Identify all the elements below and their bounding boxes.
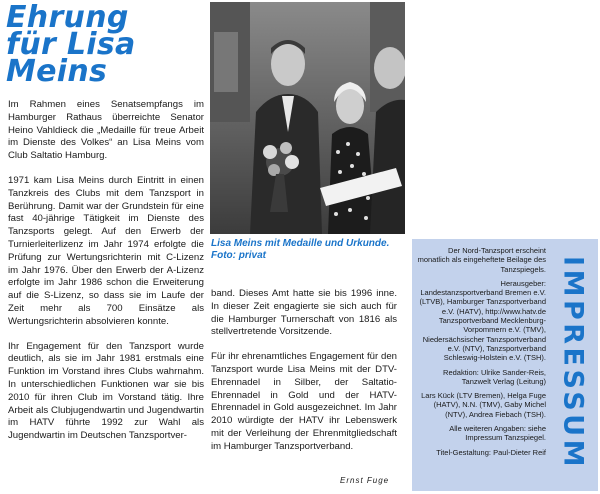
impressum-block: Titel-Gestaltung: Paul-Dieter Reif xyxy=(436,447,546,457)
paragraph-office: band. Dieses Amt hatte sie bis 1996 inne. In dieser Zeit engagierte sie sich auch für die Hamburger Turnerschaft von 1816 als stellvertretende Vorsitzende. xyxy=(211,288,397,338)
paragraph-history: 1971 kam Lisa Meins durch Eintritt in einen Tanzkreis des Clubs mit dem Tanzsport in Berührung. Damit war der Grundstein für eine fast 40-jährige Tätigkeit im Dienste des Tanzsports gelegt. Auf den Erwerb der Turnierleiterlizenz im Jahr 1974 erfolgte die Prüfung zur Wertungsrichterin mit C-Lizenz im Jahr 1976. Über den Erwerb der A-Lizenz erfolgte im Jahr 1986 schon die Erweiterung auf die S-Lizenz, so dass sie im Laufe der Zeit mehr als 700 Einsätze als Wertungsrichterin absolvieren konnte. xyxy=(8,174,204,327)
impressum-heading xyxy=(549,252,597,474)
impressum-block: Der Nord-Tanzsport erscheint monatlich als eingeheftete Beilage des Tanzspiegels. xyxy=(417,246,546,274)
paragraph-honors: Für ihr ehrenamtliches Engagement für den Tanzsport wurde Lisa Meins mit der DTV-Ehrennadel in Silber, der Saltatio-Ehrennadel in Gold und der HATV-Ehrennadel in Gold ausgezeichnet. Im Jahr 2010 würdigte der HATV ihr Lebenswerk mit der Verleihung der Ehrenmitgliedschaft im Hamburger Tanzsportverband. xyxy=(211,351,397,452)
impressum-block: Alle weiteren Angaben: siehe Impressum Tanzspiegel. xyxy=(449,424,546,443)
award-photo xyxy=(210,2,405,234)
paragraph-intro: Im Rahmen eines Senatsempfangs im Hamburger Rathaus überreichte Senator Heino Vahldieck die „Medaille für treue Arbeit im Dienste des Volkes“ an Lisa Meins vom Club Saltatio Hamburg. xyxy=(8,99,204,162)
title-line-2: für Lisa xyxy=(6,27,136,62)
impressum-text xyxy=(416,246,546,462)
impressum-block: Lars Kück (LTV Bremen), Helga Fuge (HATV), N.N. (TMV), Gaby Michel (NTV), Andrea Fiebach (TSH). xyxy=(421,391,546,419)
impressum-block: Herausgeber: Landestanzsportverband Bremen e.V. (LTVB), Hamburger Tanzsportverband e.V. (HATV), http://www.hatv.de Tanzsportverband Mecklenburg-Vorpommern e.V. (TMV), Niedersächsischer Tanzsportverband e.V. (NTV), Tanzsportverband Schleswig-Holstein e.V. (TSH). xyxy=(419,278,546,363)
article-column-2 xyxy=(211,288,397,466)
title-line-1: Ehrung xyxy=(6,0,129,35)
photo-caption: Lisa Meins mit Medaille und Urkunde. Foto: privat xyxy=(211,238,390,261)
impressum-block: Redaktion: Ulrike Sander-Reis, Tanzwelt Verlag (Leitung) xyxy=(443,367,546,386)
title-line-3: Meins xyxy=(6,54,108,89)
paragraph-engagement: Ihr Engagement für den Tanzsport wurde deutlich, als sie im Jahr 1981 erstmals eine Funktion im Vorstand ihres Clubs wahrnahm. In unterschiedlichen Funktionen war sie bis 2010 für ihren Club im Vorstand tätig. Ihre Arbeit als Clubjugendwartin und Jugendwartin im HATV führte 1992 zur Wahl als Jugendwartin im Deutschen Tanzsportver- xyxy=(8,340,204,442)
article-column-1 xyxy=(8,99,204,455)
impressum-heading-text: IMPRESSUM xyxy=(557,256,589,470)
article-title xyxy=(6,0,206,89)
author-name: Ernst Fuge xyxy=(340,476,390,485)
